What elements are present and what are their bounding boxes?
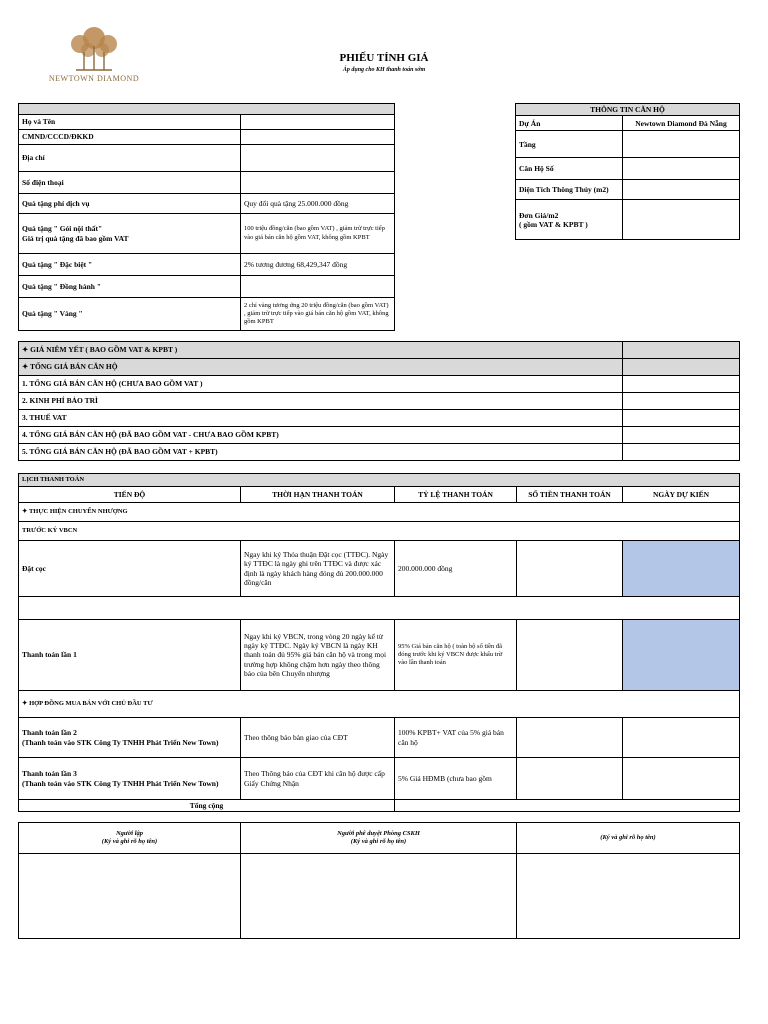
price-total-label: ✦ TỔNG GIÁ BÁN CĂN HỘ — [19, 359, 623, 376]
pay3-stage-line2: (Thanh toán vào STK Công Ty TNHH Phát Triển New Town) — [22, 778, 219, 788]
value-net-area[interactable] — [623, 180, 740, 200]
label-companion-gift: Quà tặng " Đồng hành " — [19, 276, 241, 298]
total-label: Tổng cộng — [19, 800, 395, 812]
label-address: Địa chỉ — [19, 145, 241, 172]
pay2-stage-line1: Thanh toán lần 2 — [22, 728, 77, 738]
pay2-stage-line2: (Thanh toán vào STK Công Ty TNHH Phát Triển New Town) — [22, 737, 219, 747]
pay2-stage — [19, 718, 241, 758]
label-special-gift: Quà tặng " Đặc biệt " — [19, 254, 241, 276]
label-unit-number: Căn Hộ Số — [516, 158, 623, 180]
label-service-gift: Quà tặng phí dịch vụ — [19, 194, 241, 214]
price-incl-vat-kpbt-label: 5. TỔNG GIÁ BÁN CĂN HỘ (ĐÃ BAO GỒM VAT + KPBT) — [19, 444, 623, 461]
subsection-before-vbcn: TRƯỚC KÝ VBCN — [19, 522, 740, 541]
price-listed-label: ✦ GIÁ NIÊM YẾT ( BAO GỒM VAT & KPBT ) — [19, 342, 623, 359]
label-full-name: Họ và Tên — [19, 115, 241, 130]
signer-preparer-title: Người lập — [115, 829, 144, 837]
price-excl-vat-label: 1. TỔNG GIÁ BÁN CĂN HỘ (CHƯA BAO GỒM VAT ) — [19, 376, 623, 393]
pay3-stage-line1: Thanh toán lần 3 — [22, 769, 77, 779]
maintenance-fee-value[interactable] — [623, 393, 740, 410]
customer-header-bar — [19, 104, 395, 115]
label-unit-price-line1: Đơn Giá/m2 — [519, 210, 559, 220]
pay3-amount[interactable] — [517, 758, 623, 800]
section-sales-contract: ✦ HỢP ĐỒNG MUA BÁN VỚI CHỦ ĐẦU TƯ — [19, 691, 740, 718]
signer-preparer-sub: (Ký và ghi rõ họ tên) — [101, 838, 158, 845]
price-incl-vat-kpbt-value[interactable] — [623, 444, 740, 461]
deposit-term: Ngay khi ký Thỏa thuận Đặt cọc (TTĐC). Ngày ký TTĐC là ngày ghi trên TTĐC và được xác định là ngày khách hàng đóng đủ 200.000.000 đồng/căn — [241, 541, 395, 597]
page-subtitle: Áp dụng cho KH thanh toán sớm — [342, 67, 426, 73]
pay1-amount[interactable] — [517, 620, 623, 691]
spacer-row — [19, 597, 740, 620]
label-unit-price-line2: ( gồm VAT & KPBT ) — [519, 219, 588, 229]
value-companion-gift — [241, 276, 395, 298]
value-service-gift: Quy đổi quà tặng 25.000.000 đồng — [241, 194, 395, 214]
signature-box-customer[interactable] — [517, 854, 740, 939]
logo-text: NEWTOWN DIAMOND — [48, 74, 140, 83]
col-term: THỜI HẠN THANH TOÁN — [241, 487, 395, 503]
label-floor: Tầng — [516, 131, 623, 158]
pay1-stage: Thanh toán lần 1 — [19, 620, 241, 691]
label-gold-gift: Quà tặng " Vàng " — [19, 298, 241, 331]
pay2-amount[interactable] — [517, 718, 623, 758]
section-transfer: ✦ THỰC HIỆN CHUYỂN NHƯỢNG — [19, 503, 740, 522]
signature-box-preparer[interactable] — [19, 854, 241, 939]
pay1-rate: 95% Giá bán căn hộ ( toàn bộ số tiền đã đóng trước khi ký VBCN được khấu trừ vào lần thanh toán — [395, 620, 517, 691]
deposit-stage: Đặt cọc — [19, 541, 241, 597]
deposit-expected-date[interactable] — [623, 541, 740, 597]
value-id-number[interactable] — [241, 130, 395, 145]
payment-schedule-table — [18, 473, 740, 812]
signer-preparer — [19, 823, 241, 854]
schedule-title: LỊCH THANH TOÁN — [19, 474, 740, 487]
col-expected-date: NGÀY DỰ KIẾN — [623, 487, 740, 503]
col-rate: TỶ LỆ THANH TOÁN — [395, 487, 517, 503]
value-gold-gift: 2 chỉ vàng tương ứng 20 triệu đồng/căn (bao gồm VAT) , giảm trừ trực tiếp vào giá bán căn hộ gồm VAT, không gồm KPBT — [241, 298, 395, 331]
pay1-expected-date[interactable] — [623, 620, 740, 691]
label-phone: Số điện thoại — [19, 172, 241, 194]
pay2-expected-date[interactable] — [623, 718, 740, 758]
value-full-name[interactable] — [241, 115, 395, 130]
label-id-number: CMND/CCCD/ĐKKD — [19, 130, 241, 145]
value-address[interactable] — [241, 145, 395, 172]
pay3-term: Theo Thông báo của CĐT khi căn hộ được cấp Giấy Chứng Nhận — [241, 758, 395, 800]
signature-box-approver[interactable] — [241, 854, 517, 939]
label-furniture-gift-line1: Quà tặng " Gói nội thất" — [22, 224, 103, 234]
label-project: Dự Án — [516, 116, 623, 131]
deposit-amount[interactable] — [517, 541, 623, 597]
pay1-term: Ngay khi ký VBCN, trong vòng 20 ngày kể từ ngày ký TTĐC. Ngày ký VBCN là ngày KH thanh toán đủ 95% giá bán căn hộ và trong mọi trường hợp không chậm hơn ngày theo thông báo của bên Chuyển nhượng — [241, 620, 395, 691]
signer-approver — [241, 823, 517, 854]
value-phone[interactable] — [241, 172, 395, 194]
deposit-rate: 200.000.000 đồng — [395, 541, 517, 597]
col-amount: SỐ TIỀN THANH TOÁN — [517, 487, 623, 503]
signatures-table — [18, 822, 740, 939]
maintenance-fee-label: 2. KINH PHÍ BẢO TRÌ — [19, 393, 623, 410]
signer-customer-sub: (Ký và ghi rõ họ tên) — [600, 833, 656, 841]
vat-label: 3. THUẾ VAT — [19, 410, 623, 427]
price-incl-vat-excl-kpbt-value[interactable] — [623, 427, 740, 444]
pay3-stage — [19, 758, 241, 800]
label-furniture-gift-line2: Giá trị quà tặng đã bao gồm VAT — [22, 233, 129, 243]
pricing-table — [18, 341, 740, 461]
pay3-rate: 5% Giá HĐMB (chưa bao gồm — [395, 758, 517, 800]
signer-approver-sub: (Ký và ghi rõ họ tên) — [350, 838, 407, 845]
signer-approver-title: Người phê duyệt Phòng CSKH — [337, 829, 420, 837]
label-furniture-gift — [19, 214, 241, 254]
value-furniture-gift: 100 triệu đồng/căn (bao gồm VAT) , giảm trừ trực tiếp vào giá bán căn hộ gồm VAT, không gồm KPBT — [241, 214, 395, 254]
col-stage: TIẾN ĐỘ — [19, 487, 241, 503]
page-title: PHIẾU TÍNH GIÁ — [339, 52, 429, 64]
customer-info-table — [18, 103, 395, 331]
value-project: Newtown Diamond Đà Nẵng — [623, 116, 740, 131]
vat-value[interactable] — [623, 410, 740, 427]
price-excl-vat-value[interactable] — [623, 376, 740, 393]
value-special-gift: 2% tương đương 68,429,347 đồng — [241, 254, 395, 276]
pay2-term: Theo thông báo bàn giao của CĐT — [241, 718, 395, 758]
pay3-expected-date[interactable] — [623, 758, 740, 800]
label-net-area: Diện Tích Thông Thủy (m2) — [516, 180, 623, 200]
value-unit-price[interactable] — [623, 200, 740, 240]
price-listed-value[interactable] — [623, 342, 740, 359]
pay2-rate: 100% KPBT+ VAT của 5% giá bán căn hộ — [395, 718, 517, 758]
value-floor[interactable] — [623, 131, 740, 158]
price-total-value[interactable] — [623, 359, 740, 376]
apartment-header: THÔNG TIN CĂN HỘ — [516, 104, 740, 116]
signer-customer — [517, 823, 740, 854]
total-value[interactable] — [395, 800, 740, 812]
apartment-info-table — [515, 103, 740, 240]
value-unit-number[interactable] — [623, 158, 740, 180]
label-unit-price — [516, 200, 623, 240]
price-incl-vat-excl-kpbt-label: 4. TỔNG GIÁ BÁN CĂN HỘ (ĐÃ BAO GỒM VAT - CHƯA BAO GỒM KPBT) — [19, 427, 623, 444]
